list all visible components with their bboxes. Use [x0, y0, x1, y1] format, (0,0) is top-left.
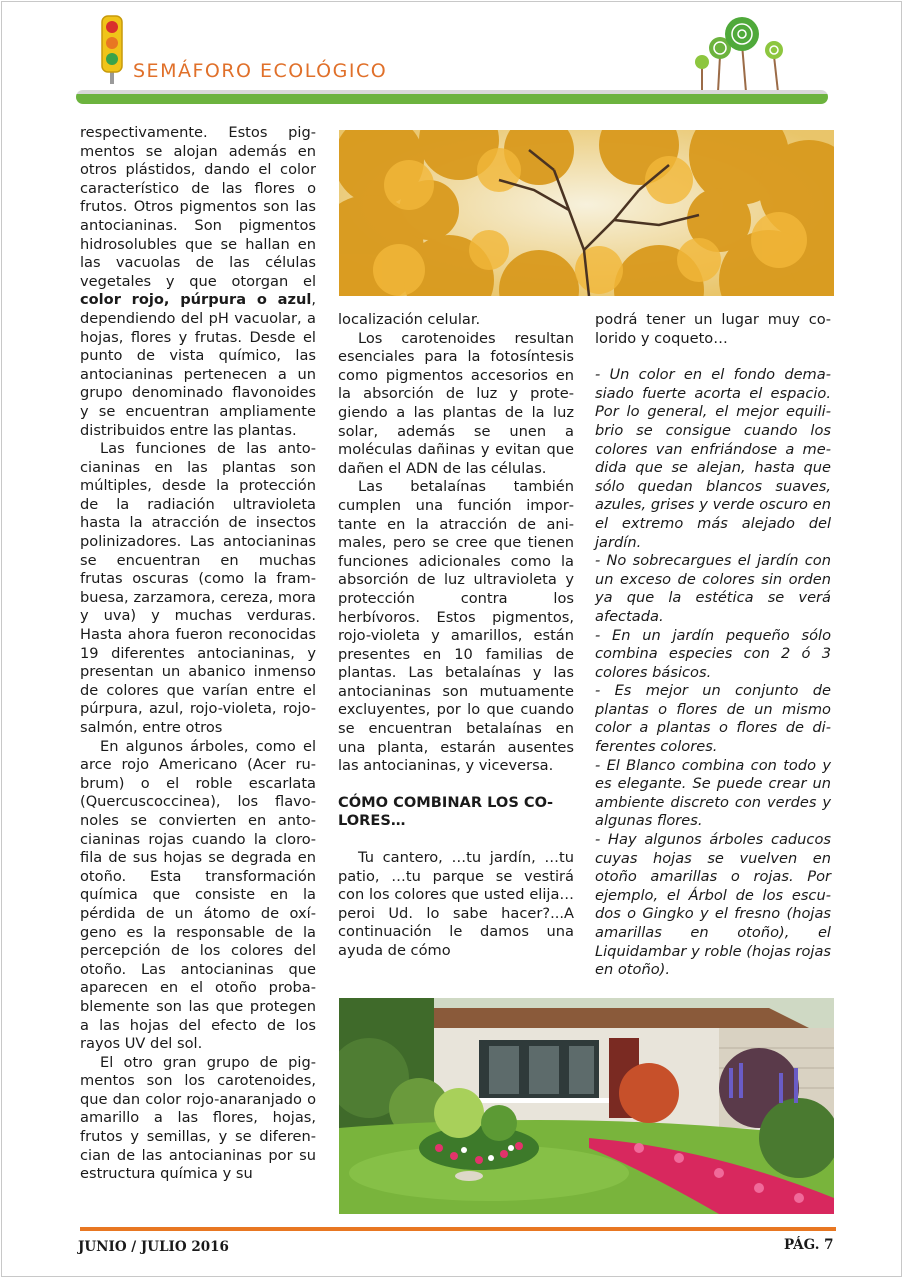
autumn-tree-photo	[339, 130, 834, 296]
tip-item: - Un color en el fondo demasiado fuerte acorta el espacio. Por lo general, el mejor equilibrio se consigue cuando los colores van enfriándose a medida que se alejan, hasta que sólo quedan blancos suaves, azules, grises y verde oscuro en el extremo más alejado del jardín.	[595, 366, 831, 551]
tip-item: - El Blanco combina con todo y es elegante. Se puede crear un ambiente discreto con verdes y algunas flores.	[595, 756, 831, 830]
paragraph: Las funciones de las antocianinas en las plantas son múltiples, desde la protección de la radiación ultravioleta hasta la atracción de insectos polinizadores. Las antocianinas se encuentran en muchas frutas oscuras (como la frambuesa, zarzamora, cereza, mora y uva) y muchas verduras. Hasta ahora fueron reconocidas 19 diferentes antocianinas, y presentan un abanico inmenso de colores que varían entre el púrpura, azul, rojo-violeta, rojo-salmón, entre otros	[80, 440, 316, 736]
article-column-1	[80, 124, 316, 1184]
paragraph: podrá tener un lugar muy colorido y coqueto…	[595, 311, 831, 347]
page-number: PÁG. 7	[784, 1237, 834, 1253]
paragraph: Tu cantero, …tu jardín, …tu patio, …tu parque se vestirá con los colores que usted elija…peroi Ud. lo sabe hacer?...A continuación le damos una ayuda de cómo	[338, 849, 574, 959]
tip-item: - No sobrecargues el jardín con un exceso de colores sin orden ya que la estética se verá afectada.	[595, 552, 831, 625]
paragraph: localización celular.	[338, 311, 481, 328]
issue-date: JUNIO / JULIO 2016	[78, 1239, 229, 1255]
header-bar	[76, 90, 828, 104]
paragraph: El otro gran grupo de pigmentos son los carotenoides, que dan color rojo-anaranjado o amarillo a las flores, hojas, frutos y semillas, y se diferencian de las antocianinas por su estructura química y su	[80, 1053, 316, 1183]
paragraph	[80, 124, 316, 440]
paragraph: Los carotenoides resultan esenciales para la fotosíntesis como pigmentos accesorios en la absorción de luz y protegiendo a las plantas de la luz solar, además se unen a moléculas dañinas y evitan que dañen el ADN de las células.	[338, 329, 574, 477]
article-column-2	[338, 311, 574, 961]
tip-item: - Hay algunos árboles caducos cuyas hojas se vuelven en otoño amarillas o rojas. Por ejemplo, el Árbol de los escudos o Gingko y el fresno (hojas amarillas en otoño), el Liquidambar y roble (hojas rojas en otoño).	[595, 831, 831, 979]
page-header	[0, 0, 905, 115]
section-heading: CÓMO COMBINAR LOS COLORES…	[338, 793, 554, 830]
magazine-title: SEMÁFORO ECOLÓGICO	[133, 60, 388, 82]
paragraph: En algunos árboles, como el arce rojo Americano (Acer rubrum) o el roble escarlata (Quercuscoccinea), los flavonoles se convierten en antocianinas rojas cuando la clorofila de sus hojas se degrada en otoño. Esta transformación química que consiste en la pérdida de un átomo de oxígeno es la responsable de la percepción de los colores del otoño. Las antocianinas que aparecen en el otoño probablemente son las que protegen a las hojas del efecto de los rayos UV del sol.	[80, 737, 316, 1053]
trees-logo-icon	[690, 12, 790, 96]
garden-photo	[339, 998, 834, 1214]
footer-rule	[80, 1227, 836, 1231]
tip-item: - Es mejor un conjunto de plantas o flores de un mismo color a plantas o flores de diferentes colores.	[595, 682, 831, 756]
tips-list	[595, 366, 831, 980]
paragraph: Las betalaínas también cumplen una función importante en la atracción de animales, pero se cree que tienen funciones adicionales como la absorción de luz ultravioleta y protección contra los herbívoros. Estos pigmentos, rojo-violeta y amarillos, están presentes en 10 familias de plantas. Las betalaínas y las antocianinas son mutuamente excluyentes, por lo que cuando se encuentran betalaínas en una planta, estarán ausentes las antocianinas, y viceversa.	[338, 478, 574, 775]
tip-item: - En un jardín pequeño sólo combina especies con 2 ó 3 colores básicos.	[595, 626, 831, 681]
text-span: respectivamente. Estos pigmentos se alojan además en otros plástidos, dando el color característico de las flores o frutos. Otros pigmentos son las antocianinas. Son pigmentos hidrosolubles que se hallan en las vacuolas de las células vegetales y que otorgan el	[80, 124, 316, 290]
traffic-light-icon	[100, 14, 124, 84]
emphasis-text: color rojo, púrpura o azul	[80, 291, 312, 309]
text-span: , dependiendo del pH vacuolar, a hojas, flores y frutas. Desde el punto de vista químico, las antocianinas pertenecen a un grupo denominado flavonoides y se encuentran ampliamente distribuidos entre las plantas.	[80, 291, 316, 439]
spacer	[338, 831, 574, 849]
article-column-3	[595, 311, 831, 980]
